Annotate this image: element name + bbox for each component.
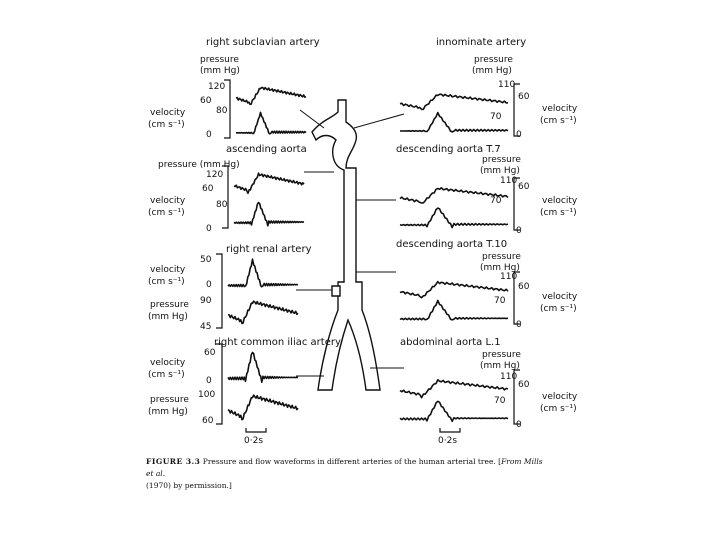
pressure-label: pressure [482, 155, 521, 165]
pressure-unit: (mm Hg) [472, 66, 512, 76]
waveform-trace [400, 282, 508, 298]
velocity-label: velocity [542, 196, 578, 206]
pressure-label: pressure [150, 395, 189, 405]
tick-label: 120 [208, 82, 226, 92]
site-label: abdominal aorta L.1 [400, 337, 501, 348]
tick-label: 0 [516, 130, 522, 140]
velocity-unit: (cm s⁻¹) [148, 208, 185, 218]
velocity-unit: (cm s⁻¹) [540, 304, 577, 314]
tick-label: 0 [516, 420, 522, 430]
tick-label: 60 [200, 96, 212, 106]
tick-label: 60 [202, 416, 214, 426]
caption-line2: (1970) by permission.] [146, 481, 232, 490]
tick-label: 50 [200, 255, 212, 265]
velocity-label: velocity [542, 392, 578, 402]
waveform-trace [228, 395, 298, 420]
time-scale-label: 0·2s [244, 436, 264, 446]
tick-label: 60 [202, 184, 214, 194]
tick-label: 0 [516, 320, 522, 330]
velocity-label: velocity [542, 104, 578, 114]
waveform-trace [400, 401, 508, 421]
tick-label: 0 [206, 280, 212, 290]
site-label: descending aorta T.10 [396, 239, 508, 250]
waveform-trace [236, 88, 306, 105]
waveform-trace [400, 380, 508, 398]
waveform-trace [228, 259, 298, 287]
renal-stub [332, 286, 340, 296]
waveform-trace [228, 353, 298, 383]
tick-label: 60 [518, 282, 530, 292]
tick-label: 60 [204, 348, 216, 358]
pressure-unit: (mm Hg) [148, 407, 188, 417]
site-label: right renal artery [226, 244, 312, 255]
tick-label: 0 [516, 226, 522, 236]
site-label: right subclavian artery [206, 37, 320, 48]
pressure-unit: (mm Hg) [200, 66, 240, 76]
velocity-label: velocity [150, 196, 186, 206]
site-label: ascending aorta [226, 144, 307, 155]
site-label: descending aorta T.7 [396, 144, 501, 155]
figure-caption [146, 456, 546, 492]
tick-label: 80 [216, 200, 228, 210]
velocity-unit: (cm s⁻¹) [540, 208, 577, 218]
site-label: innominate artery [436, 37, 527, 48]
velocity-label: velocity [150, 358, 186, 368]
tick-label: 70 [494, 396, 506, 406]
waveform-trace [400, 94, 508, 109]
caption-source: From Mills et al. [146, 457, 543, 478]
caption-text: Pressure and flow waveforms in different arteries of the human arterial tree. [ [200, 457, 502, 466]
pressure-label: pressure (mm Hg) [158, 160, 240, 170]
axis-bracket [216, 254, 222, 328]
tick-label: 60 [518, 182, 530, 192]
velocity-unit: (cm s⁻¹) [148, 370, 185, 380]
pressure-label: pressure [150, 300, 189, 310]
waveform-trace [234, 173, 304, 193]
waveform-trace [234, 203, 304, 226]
tick-label: 45 [200, 322, 212, 332]
pressure-unit: (mm Hg) [480, 361, 520, 371]
velocity-label: velocity [542, 292, 578, 302]
velocity-label: velocity [150, 265, 186, 275]
pressure-label: pressure [482, 252, 521, 262]
figure-number: FIGURE 3.3 [146, 457, 201, 466]
waveform-trace [228, 301, 298, 323]
pressure-label: pressure [200, 55, 239, 65]
waveform-trace [400, 300, 508, 320]
time-scale-bars [246, 428, 460, 432]
pressure-label: pressure [474, 55, 513, 65]
waveform-trace [236, 112, 306, 133]
tick-label: 60 [518, 380, 530, 390]
tick-label: 60 [518, 92, 530, 102]
site-label: right common iliac artery [214, 337, 341, 348]
tick-label: 90 [200, 296, 212, 306]
tick-label: 110 [500, 272, 518, 282]
pressure-unit: (mm Hg) [480, 166, 520, 176]
tick-label: 80 [216, 106, 228, 116]
velocity-unit: (cm s⁻¹) [148, 277, 185, 287]
pressure-unit: (mm Hg) [480, 263, 520, 273]
velocity-label: velocity [150, 108, 186, 118]
tick-label: 110 [500, 176, 518, 186]
waveform-trace [400, 208, 508, 227]
tick-label: 0 [206, 130, 212, 140]
tick-label: 70 [490, 112, 502, 122]
velocity-unit: (cm s⁻¹) [148, 120, 185, 130]
pressure-unit: (mm Hg) [148, 312, 188, 322]
axis-bracket [216, 344, 222, 424]
tick-label: 110 [498, 80, 516, 90]
velocity-unit: (cm s⁻¹) [540, 116, 577, 126]
tick-label: 0 [206, 224, 212, 234]
time-scale-label: 0·2s [438, 436, 458, 446]
tick-label: 100 [198, 390, 216, 400]
velocity-unit: (cm s⁻¹) [540, 404, 577, 414]
tick-label: 110 [500, 372, 518, 382]
tick-label: 120 [206, 170, 224, 180]
pressure-label: pressure [482, 350, 521, 360]
tick-label: 70 [494, 296, 506, 306]
tick-label: 70 [490, 196, 502, 206]
tick-label: 0 [206, 376, 212, 386]
